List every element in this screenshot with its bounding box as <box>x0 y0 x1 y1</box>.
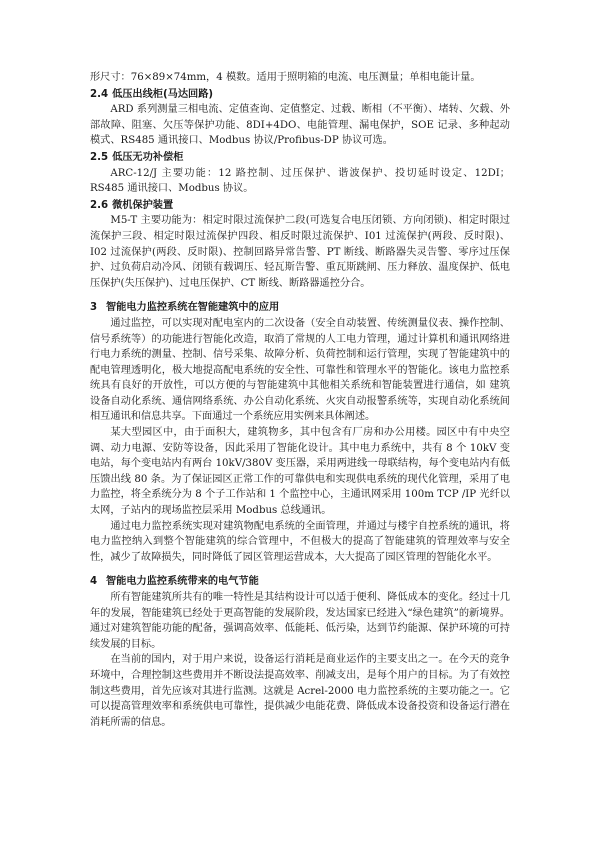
section-3-title: 智能电力监控系统在智能建筑中的应用 <box>106 302 280 314</box>
section-2-4-title: 低压出线柜(马达回路) <box>112 88 214 100</box>
section-2-4-heading <box>90 87 510 103</box>
section-2-5-number: 2.5 <box>90 151 109 163</box>
section-4-heading <box>90 574 510 590</box>
section-2-6-number: 2.6 <box>90 199 109 211</box>
section-2-6-body: M5-T 主要功能为：相定时限过流保护二段(可选复合电压闭锁、方向闭锁)、相定时限过流保护三段、相定时限过流保护四段、相反时限过流保护、I01 过流保护(两段、反时限)、I02 过流保护(两段、反时限)、控制回路异常告警、PT 断线、断路器失灵告警、零序过压保护、过负荷启动冷风、闭锁有载调压、轻瓦斯告警、重瓦斯跳闸、压力释放、温度保护、低电压保护(失压保护)、过电压保护、CT 断线、断路器遥控分合。 <box>90 215 510 289</box>
continued-paragraph: 形尺寸：76×89×74mm，4 模数。适用于照明箱的电流、电压测量；单相电能计量。 <box>90 72 481 83</box>
section-4-title: 智能电力监控系统带来的电气节能 <box>106 576 259 588</box>
section-3-paragraph-2: 某大型园区中，由于面积大，建筑物多，其中包含有厂房和办公用楼。园区中有中央空调、动力电源、安防等设备，因此采用了智能化设计。其中电力系统中，共有 8 个 10kV 变电站，每个变电站内有两台 10kV/380V 变压器，采用两进线一母联结构，每个变电站内有低压馈出线 80 条。为了保证园区正常工作的可靠供电和实现供电系统的现代化管理，采用了电力监控，将全系统分为 8 个子工作站和 1 个监控中心，主通讯网采用 100m TCP /IP 光纤以太网，子站内的现场监控层采用 Modbus 总线通讯。 <box>90 427 510 517</box>
section-2-5-title: 低压无功补偿柜 <box>112 151 184 163</box>
section-2-5-body: ARC-12/J 主要功能：12 路控制、过压保护、谐波保护、投切延时设定、12DI；RS485 通讯接口、Modbus 协议。 <box>90 167 510 195</box>
section-3-heading <box>90 300 510 316</box>
section-spacer <box>90 565 510 574</box>
section-2-4-number: 2.4 <box>90 88 109 100</box>
section-4-paragraph-2: 在当前的国内，对于用户来说，设备运行消耗是商业运作的主要支出之一。在今天的竞争环境中，合理控制这些费用并不断设法提高效率、削减支出，是每个用户的目标。为了有效控制这些费用，首先应该对其进行监测。这就是 Acrel-2000 电力监控系统的主要功能之一。它可以提高管理效率和系统供电可靠性，提供减少电能花费、降低成本设备投资和设备运行潜在消耗所需的信息。 <box>90 654 510 728</box>
section-3-paragraph-1: 通过监控，可以实现对配电室内的二次设备（安全自动装置、传统测量仪表、操作控制、信号系统等）的功能进行智能化改造，取消了常规的人工电力管理，通过计算机和通讯网络进行电力系统的测量、控制、信号采集、故障分析、负荷控制和运行管理，实现了智能建筑中的配电管理透明化，极大地提高配电系统的安全性、可靠性和管理水平的智能化。该电力监控系统具有良好的开放性，可以方便的与智能建筑中其他相关系统和智能装置进行通信，如 建筑设备自动化系统、通信网络系统、办公自动化系统、火灾自动报警系统等，实现自动化系统间相互通讯和信息共享。下面通过一个系统应用实例来具体阐述。 <box>90 317 510 423</box>
section-2-6-heading <box>90 198 510 214</box>
section-spacer <box>90 291 510 300</box>
section-4-number: 4 <box>90 576 98 588</box>
section-3-paragraph-3: 通过电力监控系统实现对建筑物配电系统的全面管理，并通过与楼宇自控系统的通讯，将电力监控纳入到整个智能建筑的综合管理中，不但极大的提高了智能建筑的管理效率与安全性，减少了故障损失，同时降低了园区管理运营成本，大大提高了园区管理的智能化水平。 <box>90 520 510 563</box>
section-2-4-body: ARD 系列测量三相电流、定值查询、定值整定、过载、断相（不平衡）、堵转、欠载、外部故障、阻塞、欠压等保护功能、8DI+4DO、电能管理、漏电保护，SOE 记录、多种起动模式、RS485 通讯接口、Modbus 协议/Profibus-DP 协议可选。 <box>90 104 510 147</box>
section-2-6-title: 微机保护装置 <box>112 199 174 211</box>
section-4-paragraph-1: 所有智能建筑所共有的唯一特性是其结构设计可以适于便利、降低成本的变化。经过十几年的发展，智能建筑已经处于更高智能的发展阶段，发达国家已经进入“绿色建筑”的新境界。通过对建筑智能功能的配备，强调高效率、低能耗、低污染，达到节约能源、保护环境的可持续发展的目标。 <box>90 592 510 650</box>
section-2-5-heading <box>90 150 510 166</box>
section-3-number: 3 <box>90 302 98 314</box>
document-page <box>90 70 510 730</box>
